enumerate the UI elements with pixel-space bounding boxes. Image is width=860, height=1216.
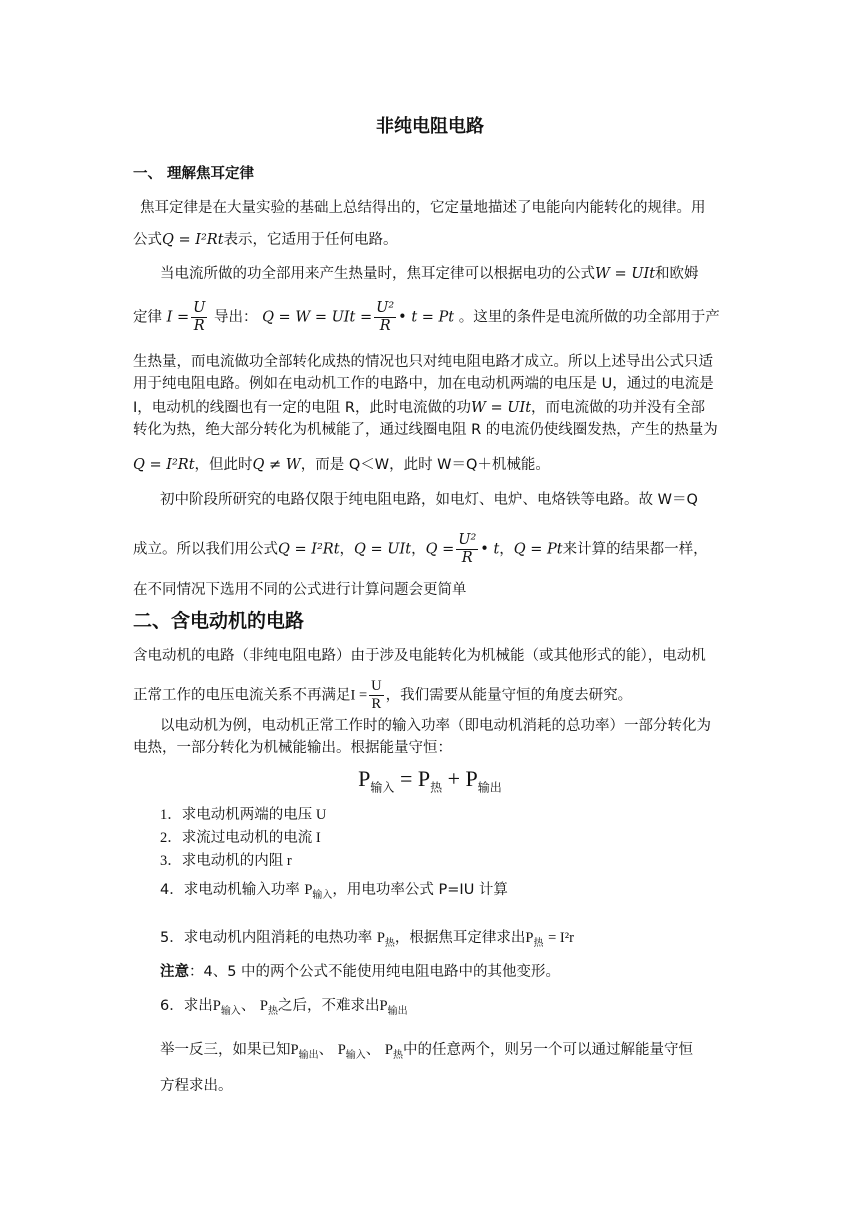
s1-p2-line7: Q = I²Rt，但此时Q ≠ W，而是 Q＜W，此时 W＝Q＋机械能。 xyxy=(133,457,550,473)
s1-p2-line5: I，电动机的线圈也有一定的电阻 R，此时电流做的功W = UIt，而电流做的功并没有全部 xyxy=(133,400,706,416)
s1-p2-line2: 定律 I = $\frac{U}{R}$ 导出： Q = W = UIt = $\frac{\text{U²}}{R}$ • t = Pt 。这里的条件是电流所做的功全部用于产 xyxy=(133,300,720,334)
s1-p2-line3: 生热量，而电流做功全部转化成热的情况也只对纯电阻电路才成立。所以上述导出公式只适 xyxy=(133,354,713,370)
s1-p2-line4: 用于纯电阻电路。例如在电动机工作的电路中，加在电动机两端的电压是 U，通过的电流是 xyxy=(133,376,714,392)
formula-work: W = UIt xyxy=(595,266,656,282)
note: 注意：4、5 中的两个公式不能使用纯电阻电路中的其他变形。 xyxy=(160,964,561,980)
fraction-u2-over-r: $\frac{\text{U²}}{R}$ xyxy=(376,300,395,334)
s2-p2-line2: 电热，一部分转化为机械能输出。根据能量守恒： xyxy=(133,740,452,756)
fraction-u2-over-r-2: $\frac{\text{U²}}{R}$ xyxy=(458,532,477,566)
last-para-line1: 举一反三，如果已知$P_{输出}$、 $P_{输入}$、 $P_热$中的任意两个，则另一个可以通过解能量守恒 xyxy=(160,1042,693,1061)
s2-p1-line1: 含电动机的电路（非纯电阻电路）由于涉及电能转化为机械能（或其他形式的能），电动机 xyxy=(133,648,706,664)
s1-p3-line2: 成立。所以我们用公式Q = I²Rt，Q = UIt，Q = $\frac{\text{U²}}{R}$ • t，Q = Pt来计算的结果都一样， xyxy=(133,532,708,566)
s1-p3-line3: 在不同情况下选用不同的公式进行计算问题会更简单 xyxy=(133,582,467,598)
page-title: 非纯电阻电路 xyxy=(376,116,484,137)
step-4: 4．求电动机输入功率 $P_{输入}$，用电功率公式 P=IU 计算 xyxy=(160,882,508,901)
s2-p1-line2: 正常工作的电压电流关系不再满足I = $\frac{U}{R}$ ，我们需要从能量守恒的角度去研究。 xyxy=(133,678,633,712)
s1-p2-line1: 当电流所做的功全部用来产生热量时，焦耳定律可以根据电功的公式W = UIt和欧姆 xyxy=(160,266,699,282)
step-3: 3．求电动机的内阻 r xyxy=(160,853,292,869)
step-6: 6．求出$P_{输入}$、 $P_热$之后，不难求出$P_{输出}$ xyxy=(160,998,408,1017)
step-5: 5．求电动机内阻消耗的电热功率 $P_热$，根据焦耳定律求出$P_热 = I^2r$ xyxy=(160,930,574,949)
fraction-ohm: $\frac{U}{R}$ xyxy=(193,300,206,334)
s1-p3-line1: 初中阶段所研究的电路仅限于纯电阻电路，如电灯、电炉、电烙铁等电路。故 W＝Q xyxy=(160,492,698,508)
section1-heading: 一、 理解焦耳定律 xyxy=(133,166,255,182)
energy-equation: $P_{输入} = P_热 + P_{输出}$ xyxy=(358,766,502,795)
formula-joule: Q = I²Rt xyxy=(162,232,224,248)
s1-p1-line1: 焦耳定律是在大量实验的基础上总结得出的，它定量地描述了电能向内能转化的规律。用 xyxy=(140,200,706,216)
s2-p2-line1: 以电动机为例，电动机正常工作时的输入功率（即电动机消耗的总功率）一部分转化为 xyxy=(160,718,711,734)
last-para-line2: 方程求出。 xyxy=(160,1078,233,1094)
fraction-ohm-2: $\frac{U}{R}$ xyxy=(371,678,382,712)
s1-p2-line6: 转化为热，绝大部分转化为机械能了，通过线圈电阻 R 的电流仍使线圈发热，产生的热量为 xyxy=(133,422,718,438)
step-2: 2．求流过电动机的电流 I xyxy=(160,830,321,846)
section2-heading: 二、含电动机的电路 xyxy=(133,610,305,632)
step-1: 1．求电动机两端的电压 U xyxy=(160,807,327,823)
s1-p1-line2: 公式Q = I²Rt表示，它适用于任何电路。 xyxy=(133,232,398,248)
